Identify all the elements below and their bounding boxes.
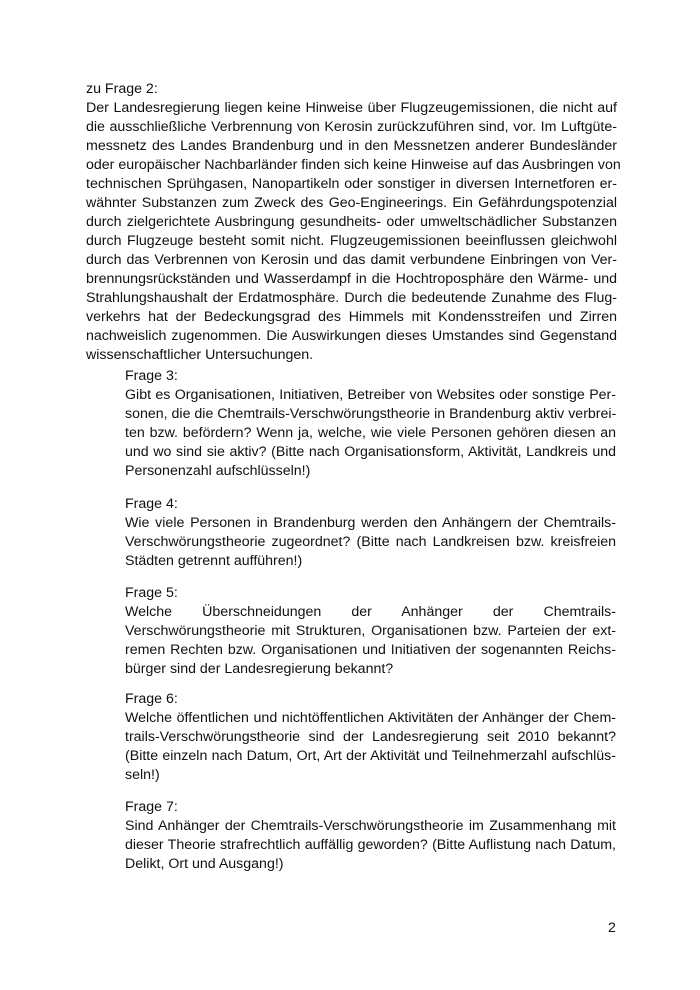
answer-line: Strahlungshaushalt der Erdatmosphäre. Durch die bedeutende Zunahme des Flug- [86, 290, 617, 306]
answer-line: technischen Sprühgasen, Nanopartikeln oder sonstiger in diversen Internetforen er- [86, 176, 617, 192]
answer-line: verkehrs hat der Bedeckungsgrad des Himmels mit Kondensstreifen und Zirren [86, 309, 617, 325]
question-5-line: remen Rechten bzw. Organisationen und Initiativen der sogenannten Reichs- [125, 642, 616, 658]
question-4-line: Städten getrennt aufführen!) [125, 553, 303, 569]
question-4-line: Wie viele Personen in Brandenburg werden den Anhängern der Chemtrails- [125, 515, 616, 531]
question-4-line: Verschwörungstheorie zugeordnet? (Bitte nach Landkreisen bzw. kreisfreien [125, 534, 616, 550]
question-6-line: (Bitte einzeln nach Datum, Ort, Art der Aktivität und Teilnehmerzahl aufschlüs- [125, 748, 616, 764]
question-5-first-line: Welche Überschneidungen der Anhänger der Chemtrails- [125, 604, 616, 620]
question-3-line: ten bzw. befördern? Wenn ja, welche, wie viele Personen gehören diesen an [125, 425, 616, 441]
question-6-heading: Frage 6: [125, 691, 178, 707]
page-number: 2 [608, 920, 616, 936]
question-4-heading: Frage 4: [125, 496, 178, 512]
question-6-line: seln!) [125, 767, 160, 783]
question-3-line: Personenzahl aufschlüsseln!) [125, 463, 311, 479]
answer-heading: zu Frage 2: [86, 81, 158, 97]
answer-line: brennungsrückständen und Wasserdampf in die Hochtroposphäre den Wärme- und [86, 271, 617, 287]
question-5-heading: Frage 5: [125, 585, 178, 601]
question-6-line: trails-Verschwörungstheorie sind der Landesregierung seit 2010 bekannt? [125, 729, 616, 745]
answer-line: durch Flugzeuge besteht somit nicht. Flugzeugemissionen beeinflussen gleichwohl [86, 233, 617, 249]
question-5-line: Verschwörungstheorie mit Strukturen, Organisationen bzw. Parteien der ext- [125, 623, 616, 639]
answer-line: wähnter Substanzen zum Zweck des Geo-Engineerings. Ein Gefährdungspotenzial [86, 195, 617, 211]
answer-line: wissenschaftlicher Untersuchungen. [86, 347, 314, 363]
question-7-line: Sind Anhänger der Chemtrails-Verschwörungstheorie im Zusammenhang mit [125, 818, 616, 834]
answer-line: durch das Verbrennen von Kerosin und das damit verbundene Einbringen von Ver- [86, 252, 617, 268]
answer-line: durch zielgerichtete Ausbringung gesundheits- oder umweltschädlicher Substanzen [86, 214, 617, 230]
answer-line: nachweislich zugenommen. Die Auswirkungen dieses Umstandes sind Gegenstand [86, 328, 617, 344]
answer-line: die ausschließliche Verbrennung von Kerosin zurückzuführen sind, vor. Im Luftgüte- [86, 119, 617, 135]
answer-line: oder europäischer Nachbarländer finden sich keine Hinweise auf das Ausbringen von [86, 157, 621, 173]
question-6-line: Welche öffentlichen und nichtöffentlichen Aktivitäten der Anhänger der Chem- [125, 710, 616, 726]
question-7-line: Delikt, Ort und Ausgang!) [125, 856, 284, 872]
question-5-line [125, 603, 616, 622]
question-3-line: Gibt es Organisationen, Initiativen, Betreiber von Websites oder sonstige Per- [125, 387, 616, 403]
question-3-line: sonen, die die Chemtrails-Verschwörungstheorie in Brandenburg aktiv verbrei- [125, 406, 617, 422]
answer-line: messnetz des Landes Brandenburg und in den Messnetzen anderer Bundesländer [86, 138, 617, 154]
question-3-line: und wo sind sie aktiv? (Bitte nach Organisationsform, Aktivität, Landkreis und [125, 444, 616, 460]
question-7-line: dieser Theorie strafrechtlich auffällig geworden? (Bitte Auflistung nach Datum, [125, 837, 616, 853]
question-3-heading: Frage 3: [125, 368, 178, 384]
question-7-heading: Frage 7: [125, 799, 178, 815]
answer-line: Der Landesregierung liegen keine Hinweise über Flugzeugemissionen, die nicht auf [86, 100, 617, 116]
question-5-line: bürger sind der Landesregierung bekannt? [125, 661, 394, 677]
